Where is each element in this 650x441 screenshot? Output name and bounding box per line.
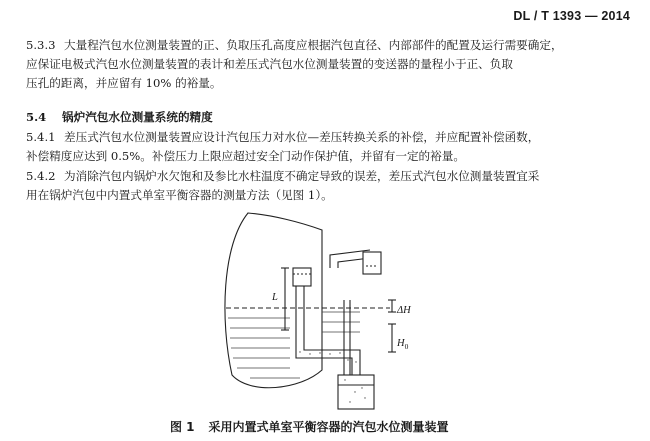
section-number: 5.4.1	[26, 130, 56, 144]
bottom-reservoir	[338, 375, 374, 409]
section-number: 5.3.3	[26, 38, 56, 52]
section-number: 5.4	[26, 110, 47, 124]
balance-vessel	[293, 268, 311, 286]
text-line: 用在锅炉汽包中内置式单室平衡容器的测量方法（见图 1）。	[26, 188, 333, 202]
label-h0: $H_0$	[397, 338, 409, 352]
standard-code: DL / T 1393 — 2014	[513, 9, 630, 23]
section-number: 5.4.2	[26, 169, 56, 183]
text-line: 压孔的距离，并应留有 10% 的裕量。	[26, 76, 222, 90]
section-title: 锅炉汽包水位测量系统的精度	[62, 110, 213, 124]
water-hatching	[228, 312, 360, 378]
text-line: 补偿精度应达到 0.5%。补偿压力上限应超过安全门动作保护值，并留有一定的裕量。	[26, 149, 465, 163]
text-line: 为消除汽包内锅炉水欠饱和及参比水柱温度不确定导致的误差，差压式汽包水位测量装置宜采	[64, 169, 540, 183]
figure-caption-text: 采用内置式单室平衡容器的汽包水位测量装置	[208, 420, 449, 434]
figure-number: 图 1	[170, 420, 195, 434]
label-delta-h: ΔH	[397, 305, 411, 316]
text-line: 应保证电极式汽包水位测量装置的表计和差压式汽包水位测量装置的变送器的量程小于正、负取	[26, 57, 513, 71]
external-vessel	[363, 252, 381, 274]
text-line: 差压式汽包水位测量装置应设计汽包压力对水位—差压转换关系的补偿，并应配置补偿函数，	[64, 130, 540, 144]
label-l: L	[272, 292, 278, 303]
text-line: 大量程汽包水位测量装置的正、负取压孔高度应根据汽包直径、内部部件的配置及运行需要确定，	[64, 38, 563, 52]
figure-caption	[170, 418, 449, 435]
